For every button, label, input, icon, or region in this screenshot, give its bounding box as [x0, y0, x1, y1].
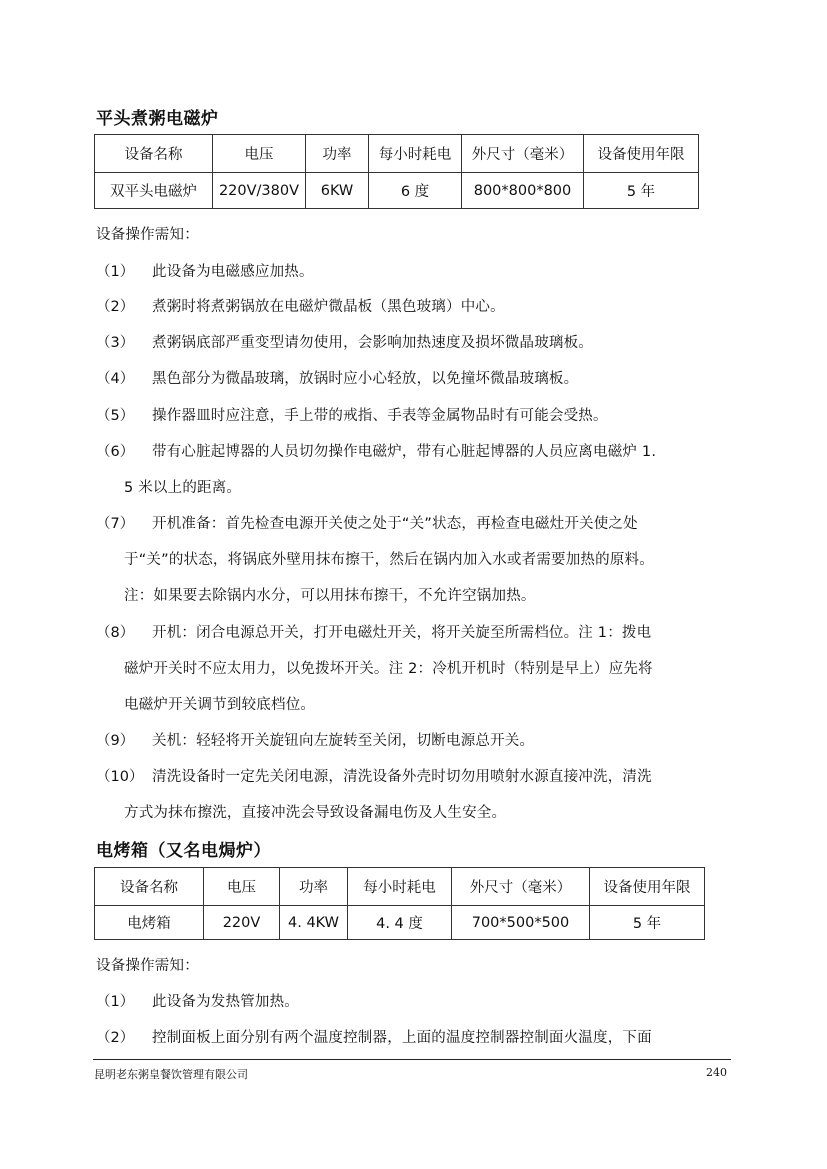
footer-company: 昆明老东粥皇餐饮管理有限公司 [94, 1068, 248, 1081]
table-row [95, 173, 699, 209]
item-text: 磁炉开关时不应太用力，以免拨坏开关。注 2：冷机开机时（特别是早上）应先将 [124, 661, 653, 677]
item-number: （2） [96, 299, 135, 315]
table-cell: 220V [204, 906, 280, 940]
item-text: 于“关”的状态，将锅底外壁用抹布擦干，然后在锅内加入水或者需要加热的原料。 [124, 552, 654, 568]
table-header-row [95, 135, 699, 173]
table-cell: 4. 4 度 [348, 906, 452, 940]
table-cell: 双平头电磁炉 [95, 173, 213, 209]
item-number: （8） [96, 625, 135, 641]
item-text: 方式为抹布擦洗，直接冲洗会导致设备漏电伤及人生安全。 [124, 805, 507, 821]
table-cell: 700*500*500 [452, 906, 590, 940]
table-header-row [95, 868, 705, 906]
table-header-cell: 设备名称 [95, 868, 204, 906]
item-number: （1） [96, 994, 135, 1010]
item-text: 开机准备：首先检查电源开关使之处于“关”状态，再检查电磁灶开关使之处 [152, 516, 638, 532]
table-row [95, 906, 705, 940]
table-header-cell: 电压 [204, 868, 280, 906]
table-cell: 4. 4KW [280, 906, 348, 940]
item-number: （7） [96, 516, 135, 532]
item-text: 煮粥时将煮粥锅放在电磁炉微晶板（黑色玻璃）中心。 [152, 299, 505, 315]
table-cell: 800*800*800 [462, 173, 584, 209]
table-cell: 电烤箱 [95, 906, 204, 940]
item-number: （6） [96, 444, 135, 460]
table-cell: 5 年 [584, 173, 699, 209]
item-text: 此设备为电磁感应加热。 [152, 264, 314, 280]
item-number: （4） [96, 371, 135, 387]
section-1-spec-table [94, 134, 699, 209]
table-header-cell: 设备使用年限 [584, 135, 699, 173]
item-text: 注：如果要去除锅内水分，可以用抹布擦干，不允许空锅加热。 [124, 588, 536, 604]
item-text: 操作器皿时应注意，手上带的戒指、手表等金属物品时有可能会受热。 [152, 408, 608, 424]
footer-divider [93, 1059, 731, 1060]
table-cell: 220V/380V [213, 173, 306, 209]
item-text: 开机：闭合电源总开关，打开电磁灶开关，将开关旋至所需档位。注 1：拨电 [152, 625, 652, 641]
item-text: 带有心脏起博器的人员切勿操作电磁炉，带有心脏起博器的人员应离电磁炉 1. [152, 444, 657, 460]
item-text: 电磁炉开关调节到较底档位。 [124, 697, 316, 713]
item-number: （9） [96, 733, 135, 749]
table-cell: 6 度 [369, 173, 462, 209]
table-header-cell: 电压 [213, 135, 306, 173]
item-text: 关机：轻轻将开关旋钮向左旋转至关闭，切断电源总开关。 [152, 733, 535, 749]
item-text: 清洗设备时一定先关闭电源，清洗设备外壳时切勿用喷射水源直接冲洗，清洗 [152, 769, 652, 785]
section-2-title: 电烤箱（又名电焗炉） [96, 841, 271, 861]
footer-page-number: 240 [706, 1066, 727, 1079]
item-number: （5） [96, 408, 135, 424]
table-header-cell: 外尺寸（毫米） [462, 135, 584, 173]
table-cell: 5 年 [590, 906, 705, 940]
item-text: 5 米以上的距离。 [124, 480, 242, 496]
table-header-cell: 外尺寸（毫米） [452, 868, 590, 906]
table-header-cell: 功率 [280, 868, 348, 906]
item-text: 煮粥锅底部严重变型请勿使用，会影响加热速度及损坏微晶玻璃板。 [152, 335, 593, 351]
item-number: （10） [96, 769, 144, 785]
table-header-cell: 每小时耗电 [348, 868, 452, 906]
item-text: 黑色部分为微晶玻璃，放锅时应小心轻放，以免撞坏微晶玻璃板。 [152, 371, 579, 387]
table-header-cell: 设备名称 [95, 135, 213, 173]
item-number: （3） [96, 335, 135, 351]
item-text: 此设备为发热管加热。 [152, 994, 299, 1010]
notice-title: 设备操作需知： [96, 958, 199, 974]
table-header-cell: 功率 [306, 135, 369, 173]
item-number: （2） [96, 1030, 135, 1046]
table-header-cell: 每小时耗电 [369, 135, 462, 173]
item-text: 控制面板上面分别有两个温度控制器，上面的温度控制器控制面火温度，下面 [152, 1030, 652, 1046]
table-cell: 6KW [306, 173, 369, 209]
section-2-spec-table [94, 867, 705, 940]
section-1-title: 平头煮粥电磁炉 [96, 109, 219, 129]
notice-title: 设备操作需知： [96, 227, 199, 243]
item-number: （1） [96, 264, 135, 280]
table-header-cell: 设备使用年限 [590, 868, 705, 906]
